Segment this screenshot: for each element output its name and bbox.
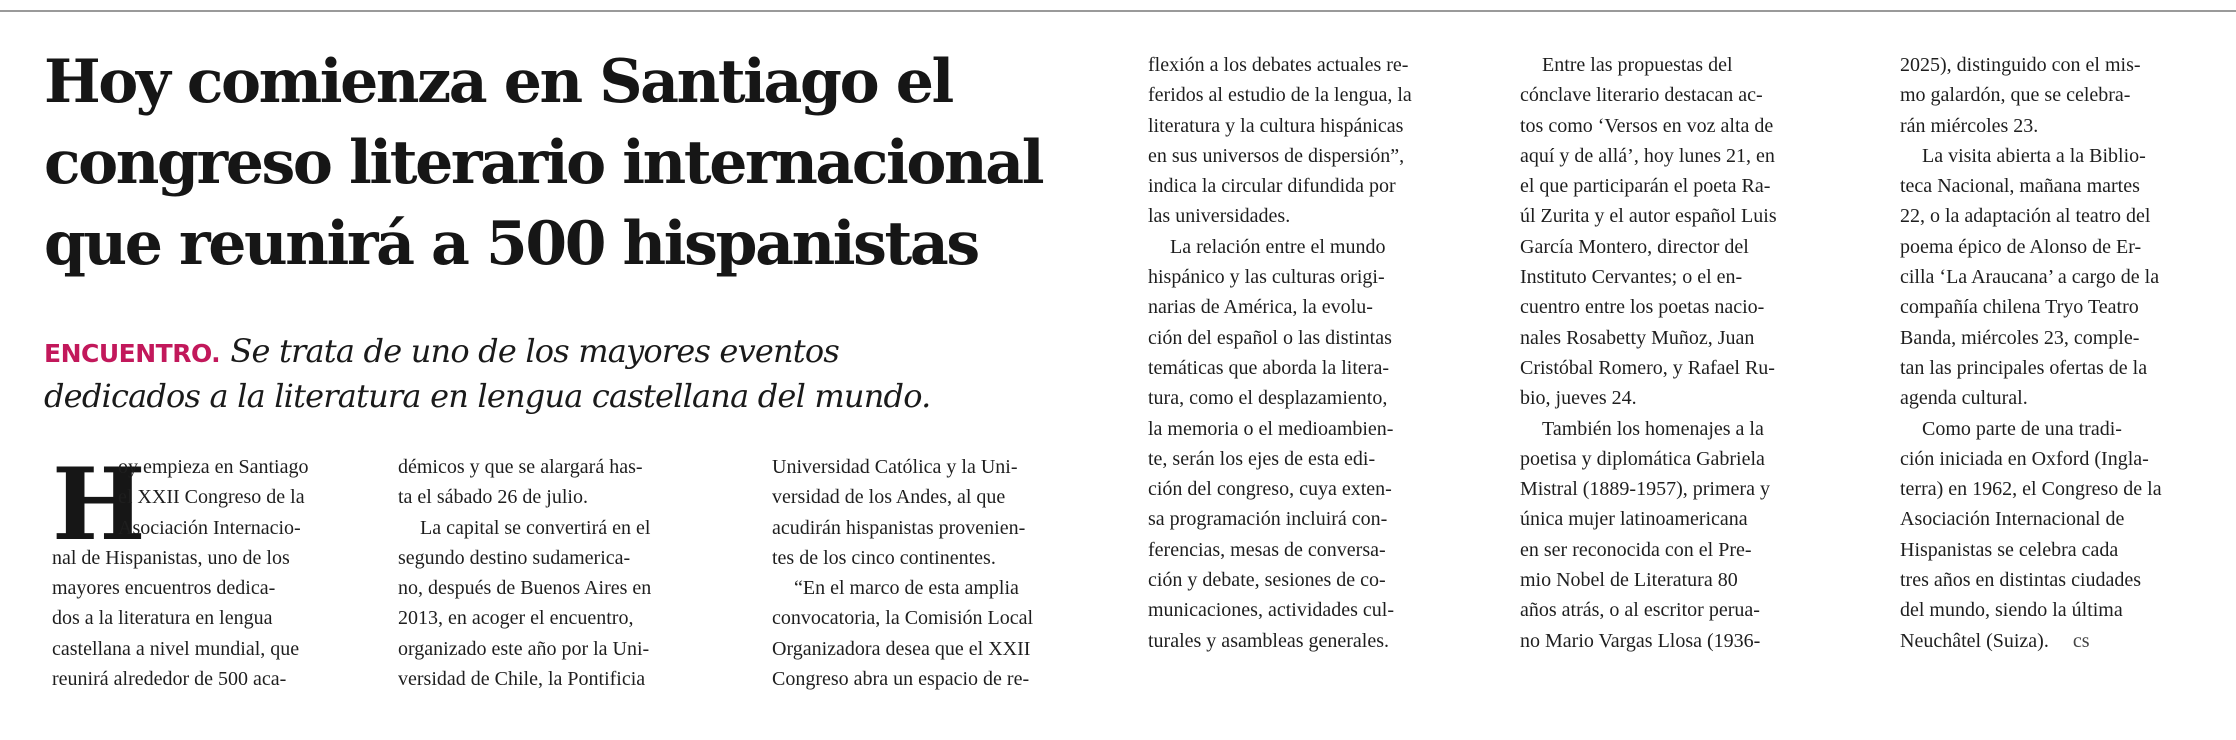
column-6 xyxy=(1900,50,2210,656)
text-line: temáticas que aborda la litera- xyxy=(1148,356,1389,379)
text-line: Banda, miércoles 23, comple- xyxy=(1900,326,2140,349)
text-line: las universidades. xyxy=(1148,205,1291,228)
column-1 xyxy=(52,447,360,694)
text-line-last xyxy=(1900,626,2210,656)
text-line: “En el marco de esta amplia xyxy=(794,577,1019,600)
text-line: úl Zurita y el autor español Luis xyxy=(1520,205,1777,228)
text-line: el que participarán el poeta Ra- xyxy=(1520,175,1771,198)
text-line: sa programación incluirá con- xyxy=(1148,508,1388,531)
text-line: También los homenajes a la xyxy=(1542,417,1764,440)
text-line: Asociación Internacio- xyxy=(118,516,301,539)
text-line: ción del congreso, cuya exten- xyxy=(1148,478,1392,501)
text-line: La capital se convertirá en el xyxy=(420,516,651,539)
text-line: mio Nobel de Literatura 80 xyxy=(1520,569,1738,592)
column-4 xyxy=(1148,50,1485,656)
top-rule xyxy=(0,10,2236,12)
text-line: segundo destino sudamerica- xyxy=(398,546,631,569)
text-line: nal de Hispanistas, uno de los xyxy=(52,546,290,569)
text-line: démicos y que se alargará has- xyxy=(398,456,643,478)
text-line: La visita abierta a la Biblio- xyxy=(1922,144,2146,167)
column-2 xyxy=(398,452,732,694)
end-mark-icon: cs xyxy=(2072,629,2090,652)
text-line: mayores encuentros dedica- xyxy=(52,577,276,600)
last-sentence: Neuchâtel (Suiza). xyxy=(1900,629,2049,652)
text-line: Organizadora desea que el XXII xyxy=(772,637,1031,660)
text-line: 2013, en acoger el encuentro, xyxy=(398,607,634,630)
text-line: tos como ‘Versos en voz alta de xyxy=(1520,114,1774,137)
text-line: Entre las propuestas del xyxy=(1542,54,1733,76)
headline-line-2: congreso literario internacional xyxy=(44,128,1043,198)
text-line: reunirá alrededor de 500 aca- xyxy=(52,668,287,691)
text-line: convocatoria, la Comisión Local xyxy=(772,607,1034,630)
text-line: no, después de Buenos Aires en xyxy=(398,577,652,600)
text-line: compañía chilena Tryo Teatro xyxy=(1900,296,2139,319)
text-line: municaciones, actividades cul- xyxy=(1148,599,1395,622)
text-line: en sus universos de dispersión”, xyxy=(1148,144,1405,167)
text-line: tura, como el desplazamiento, xyxy=(1148,387,1388,410)
text-line: del mundo, siendo la última xyxy=(1900,599,2123,622)
text-line: mo galardón, que se celebra- xyxy=(1900,84,2131,107)
text-line: bio, jueves 24. xyxy=(1520,387,1637,410)
drop-cap: H xyxy=(52,447,146,563)
text-line: ferencias, mesas de conversa- xyxy=(1148,538,1386,561)
text-line: Mistral (1889-1957), primera y xyxy=(1520,478,1770,501)
kicker: ENCUENTRO. xyxy=(44,339,221,368)
text-line: Como parte de una tradi- xyxy=(1922,417,2122,440)
text-line: no Mario Vargas Llosa (1936- xyxy=(1520,629,1761,652)
text-line: versidad de los Andes, al que xyxy=(772,486,1006,509)
text-line: Universidad Católica y la Uni- xyxy=(772,456,1018,478)
text-line: 22, o la adaptación al teatro del xyxy=(1900,205,2151,228)
text-line: García Montero, director del xyxy=(1520,235,1749,258)
text-line: ta el sábado 26 de julio. xyxy=(398,486,588,509)
subtitle-part-1: Se trata de uno de los mayores eventos xyxy=(230,332,839,370)
text-line: Instituto Cervantes; o el en- xyxy=(1520,266,1743,289)
text-line: años atrás, o al escritor perua- xyxy=(1520,599,1760,622)
text-line: indica la circular difundida por xyxy=(1148,175,1396,198)
text-line: ción y debate, sesiones de co- xyxy=(1148,569,1386,592)
text-line: castellana a nivel mundial, que xyxy=(52,637,300,660)
text-line: el XXII Congreso de la xyxy=(118,486,305,509)
text-line: en ser reconocida con el Pre- xyxy=(1520,538,1752,561)
text-line: narias de América, la evolu- xyxy=(1148,296,1373,319)
text-line: única mujer latinoamericana xyxy=(1520,508,1748,531)
text-line: versidad de Chile, la Pontificia xyxy=(398,668,646,691)
text-line: te, serán los ejes de esta edi- xyxy=(1148,447,1376,470)
text-line: rán miércoles 23. xyxy=(1900,114,2039,137)
text-line: turales y asambleas generales. xyxy=(1148,629,1390,652)
headline-line-1: Hoy comienza en Santiago el xyxy=(44,47,952,117)
text-line: feridos al estudio de la lengua, la xyxy=(1148,84,1412,107)
text-line: nales Rosabetty Muñoz, Juan xyxy=(1520,326,1755,349)
text-line: organizado este año por la Uni- xyxy=(398,637,650,660)
text-line: dos a la literatura en lengua xyxy=(52,607,273,630)
text-line: terra) en 1962, el Congreso de la xyxy=(1900,478,2162,501)
deck xyxy=(44,330,1124,418)
text-line: La relación entre el mundo xyxy=(1170,235,1386,258)
column-3 xyxy=(772,452,1109,694)
text-line: oy empieza en Santiago xyxy=(118,456,309,478)
text-line: tan las principales ofertas de la xyxy=(1900,356,2148,379)
text-line: tes de los cinco continentes. xyxy=(772,546,996,569)
text-line: Congreso abra un espacio de re- xyxy=(772,668,1030,691)
text-line: teca Nacional, mañana martes xyxy=(1900,175,2140,198)
column-5 xyxy=(1520,50,1878,656)
text-line: ción del español o las distintas xyxy=(1148,326,1392,349)
text-line: Hispanistas se celebra cada xyxy=(1900,538,2119,561)
text-line: aquí y de allá’, hoy lunes 21, en xyxy=(1520,144,1775,167)
subtitle-part-2: dedicados a la literatura en lengua castellana del mundo. xyxy=(44,377,931,415)
text-line: cónclave literario destacan ac- xyxy=(1520,84,1763,107)
text-line: 2025), distinguido con el mis- xyxy=(1900,54,2141,76)
headline-line-3: que reunirá a 500 hispanistas xyxy=(44,209,978,279)
text-line: cilla ‘La Araucana’ a cargo de la xyxy=(1900,266,2160,289)
text-line: hispánico y las culturas origi- xyxy=(1148,266,1385,289)
text-line: poema épico de Alonso de Er- xyxy=(1900,235,2142,258)
text-line: Asociación Internacional de xyxy=(1900,508,2125,531)
text-line: poetisa y diplomática Gabriela xyxy=(1520,447,1765,470)
text-line: cuentro entre los poetas nacio- xyxy=(1520,296,1765,319)
text-line: flexión a los debates actuales re- xyxy=(1148,54,1409,76)
deck-line-1 xyxy=(44,330,1124,375)
text-line: literatura y la cultura hispánicas xyxy=(1148,114,1404,137)
text-line: la memoria o el medioambien- xyxy=(1148,417,1394,440)
text-line: tres años en distintas ciudades xyxy=(1900,569,2142,592)
text-line: agenda cultural. xyxy=(1900,387,2028,410)
text-line: acudirán hispanistas provenien- xyxy=(772,516,1026,539)
headline xyxy=(44,42,1124,285)
text-line: Cristóbal Romero, y Rafael Ru- xyxy=(1520,356,1775,379)
text-line: ción iniciada en Oxford (Ingla- xyxy=(1900,447,2149,470)
